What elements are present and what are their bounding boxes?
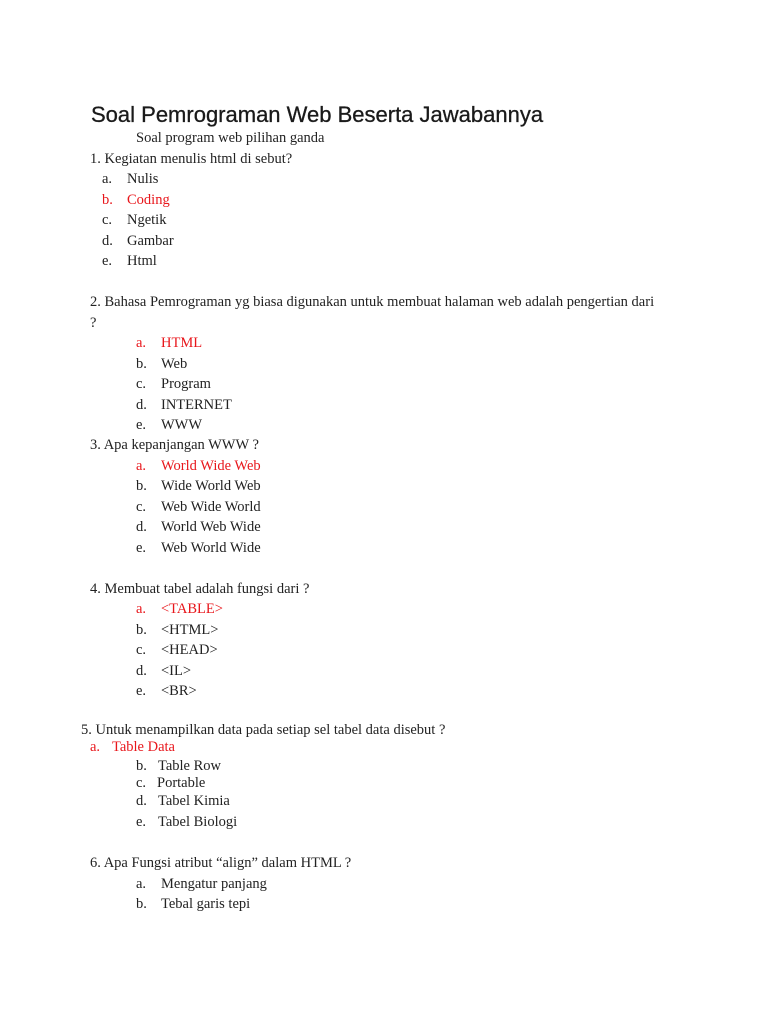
- question-2: 2. Bahasa Pemrograman yg biasa digunakan untuk membuat halaman web adalah pengertian dari: [90, 294, 655, 310]
- question-1: 1. Kegiatan menulis html di sebut?: [90, 151, 293, 167]
- page-title: Soal Pemrograman Web Beserta Jawabannya: [91, 102, 544, 127]
- question-5: 5. Untuk menampilkan data pada setiap sel tabel data disebut ?: [81, 722, 446, 738]
- question-2-continuation: ?: [90, 315, 97, 331]
- question-4: 4. Membuat tabel adalah fungsi dari ?: [90, 581, 310, 597]
- question-3: 3. Apa kepanjangan WWW ?: [90, 437, 259, 453]
- page-subtitle: Soal program web pilihan ganda: [136, 130, 325, 146]
- question-6: 6. Apa Fungsi atribut “align” dalam HTML ?: [90, 855, 352, 871]
